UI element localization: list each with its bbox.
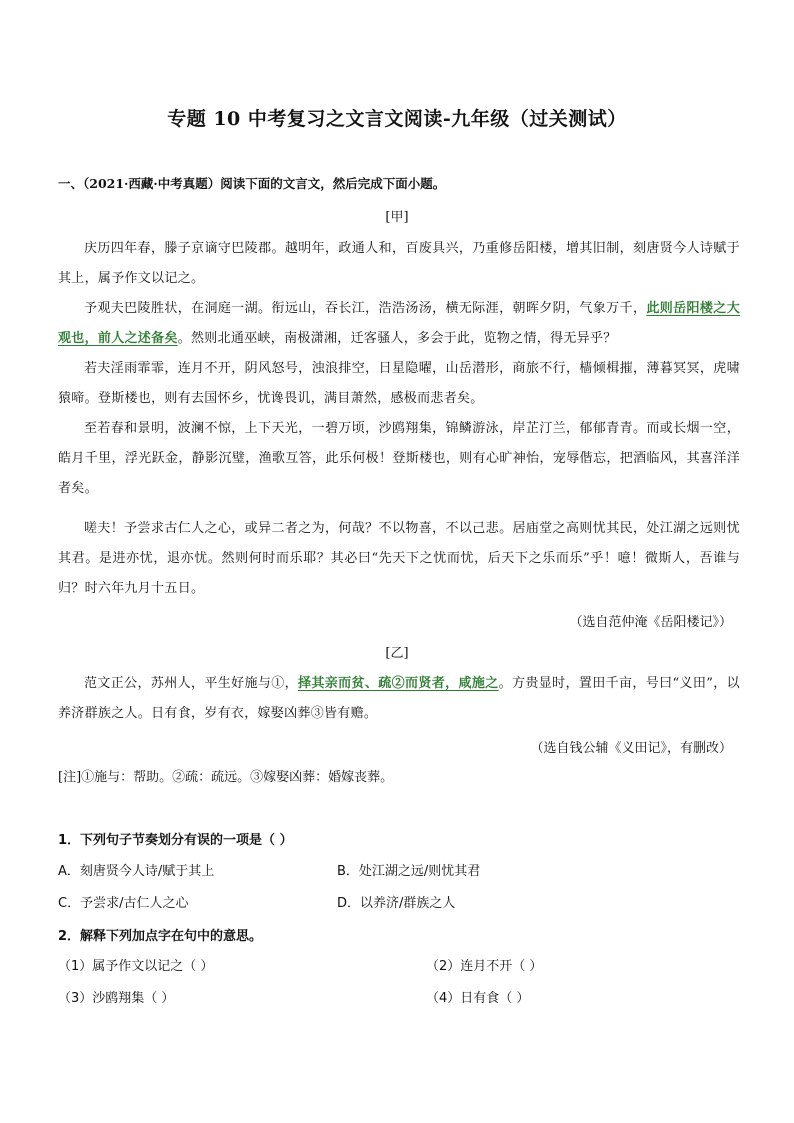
question-2-stem: 2．解释下列加点字在句中的意思。: [58, 929, 263, 944]
question-1-option-d: D．以养济/群族之人: [337, 896, 456, 911]
highlighted-sentence: 择其亲而贫、疏②而贤者，咸施之: [298, 676, 499, 691]
page-title: 专题 10 中考复习之文言文阅读-九年级（过关测试）: [167, 108, 627, 130]
annotation-note: [注]①施与：帮助。②疏：疏远。③嫁娶凶葬：婚嫁丧葬。: [58, 770, 394, 785]
paragraph-text: 。方贵显时，置田千亩，号曰“义田”，以养济群族之人。日有食，岁有衣，嫁娶凶葬③皆有赡。: [58, 676, 740, 721]
passage-b-source: （选自钱公辅《义田记》，有删改）: [530, 741, 732, 756]
passage-a-source: （选自范仲淹《岳阳楼记》）: [569, 615, 732, 630]
question-2-item-1: （1）属予作文以记之（ ）: [58, 959, 214, 974]
paragraph-text: 范文正公，苏州人，平生好施与①，: [84, 676, 298, 691]
question-2-item-3: （3）沙鸥翔集（ ）: [58, 991, 175, 1006]
question-1-option-b: B．处江湖之远/则忧其君: [337, 864, 481, 879]
passage-b-tag: [乙]: [385, 646, 409, 661]
passage-a-paragraph-1: 庆历四年春，滕子京谪守巴陵郡。越明年，政通人和，百废具兴，乃重修岳阳楼，增其旧制，刻唐贤今人诗赋于其上，属予作文以记之。: [58, 241, 740, 286]
passage-b-paragraph: [58, 669, 740, 729]
passage-a-tag: [甲]: [385, 210, 409, 225]
paragraph-text: 。然则北通巫峡，南极潇湘，迁客骚人，多会于此，览物之情，得无异乎？: [177, 331, 617, 346]
question-1-option-a: A．刻唐贤今人诗/赋于其上: [58, 864, 215, 879]
passage-a-paragraph-5: 嗟夫！予尝求古仁人之心，或异二者之为，何哉？不以物喜，不以己悲。居庙堂之高则忧其民，处江湖之远则忧其君。是进亦忧，退亦忧。然则何时而乐耶？其必曰“先天下之忧而忧，后天下之乐而乐”乎！噫！微斯人，吾谁与归？时六年九月十五日。: [58, 521, 740, 596]
question-2-item-2: （2）连月不开（ ）: [426, 959, 543, 974]
question-2-item-4: （4）日有食（ ）: [426, 991, 530, 1006]
passage-a-paragraph-4: 至若春和景明，波澜不惊，上下天光，一碧万顷，沙鸥翔集，锦鳞游泳，岸芷汀兰，郁郁青青。而或长烟一空，皓月千里，浮光跃金，静影沉璧，渔歌互答，此乐何极！登斯楼也，则有心旷神怡，宠辱偕忘，把酒临风，其喜洋洋者矣。: [58, 421, 740, 496]
section-heading: 一、（2021·西藏·中考真题）阅读下面的文言文，然后完成下面小题。: [58, 176, 446, 191]
passage-a-paragraph-3: 若夫淫雨霏霏，连月不开，阴风怒号，浊浪排空，日星隐曜，山岳潜形，商旅不行，樯倾楫摧，薄暮冥冥，虎啸猿啼。登斯楼也，则有去国怀乡，忧谗畏讥，满目萧然，感极而悲者矣。: [58, 361, 740, 406]
highlighted-sentence: 此则岳阳楼之大观也，前人之述备矣: [58, 301, 740, 346]
question-1-option-c: C．予尝求/古仁人之心: [58, 896, 189, 911]
paragraph-text: 予观夫巴陵胜状，在洞庭一湖。衔远山，吞长江，浩浩汤汤，横无际涯，朝晖夕阴，气象万千，: [84, 301, 647, 316]
passage-a-paragraph-2: [58, 294, 740, 354]
question-1-stem: 1．下列句子节奏划分有误的一项是（ ）: [58, 833, 293, 848]
